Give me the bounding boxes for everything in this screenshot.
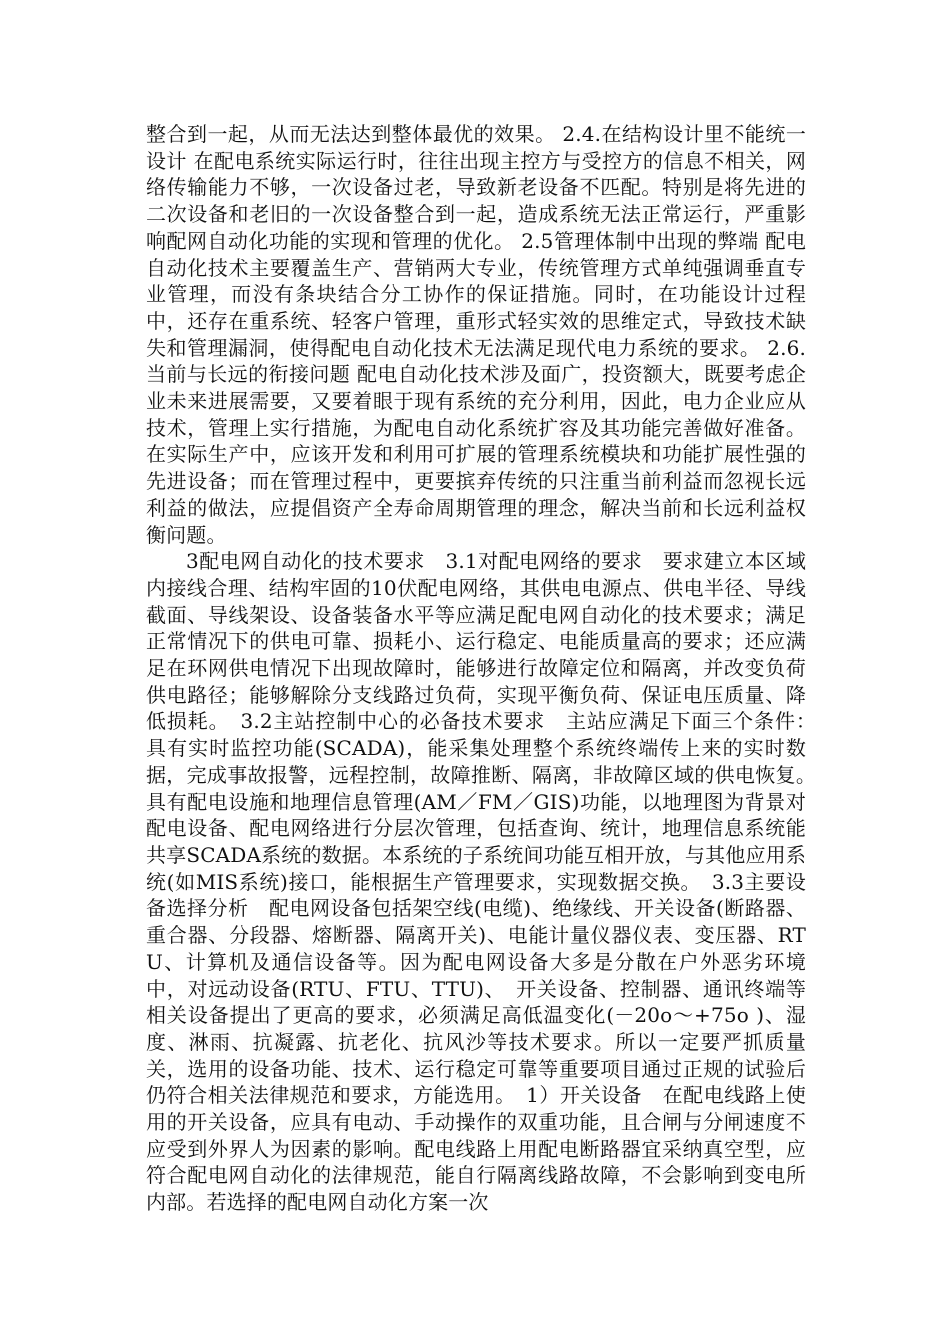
document-body: [146, 121, 827, 1216]
paragraph-section-2: 整合到一起，从而无法达到整体最优的效果。 2.4.在结构设计里不能统一设计 在配电系统实际运行时，往往出现主控方与受控方的信息不相关，网络传输能力不够，一次设备过老，导致新老设备不匹配。特别是将先进的二次设备和老旧的一次设备整合到一起，造成系统无法正常运行，严重影响配网自动化功能的实现和管理的优化。 2.5管理体制中出现的弊端 配电自动化技术主要覆盖生产、营销两大专业，传统管理方式单纯强调垂直专业管理，而没有条块结合分工协作的保证措施。同时，在功能设计过程中，还存在重系统、轻客户管理，重形式轻实效的思维定式，导致技术缺失和管理漏洞，使得配电自动化技术无法满足现代电力系统的要求。 2.6.当前与长远的衔接问题 配电自动化技术涉及面广，投资额大，既要考虑企业未来进展需要，又要着眼于现有系统的充分利用，因此，电力企业应从技术，管理上实行措施，为配电自动化系统扩容及其功能完善做好准备。在实际生产中，应该开发和利用可扩展的管理系统模块和功能扩展性强的先进设备；而在管理过程中，更要摈弃传统的只注重当前利益而忽视长远利益的做法，应提倡资产全寿命周期管理的理念，解决当前和长远利益权衡问题。: [146, 122, 806, 547]
paragraph-section-3: 3配电网自动化的技术要求 3.1对配电网络的要求 要求建立本区域内接线合理、结构牢固的10伏配电网络，其供电电源点、供电半径、导线截面、导线架设、设备装备水平等应满足配电网自动化的技术要求；满足正常情况下的供电可靠、损耗小、运行稳定、电能质量高的要求；还应满足在环网供电情况下出现故障时，能够进行故障定位和隔离，并改变负荷供电路径；能够解除分支线路过负荷，实现平衡负荷、保证电压质量、降低损耗。 3.2主站控制中心的必备技术要求 主站应满足下面三个条件： 具有实时监控功能(SCADA)，能采集处理整个系统终端传上来的实时数据，完成事故报警，远程控制，故障推断、隔离，非故障区域的供电恢复。 具有配电设施和地理信息管理(AM／FM／GIS)功能，以地理图为背景对配电设备、配电网络进行分层次管理，包括查询、统计，地理信息系统能共享SCADA系统的数据。本系统的子系统间功能互相开放，与其他应用系统(如MIS系统)接口，能根据生产管理要求，实现数据交换。 3.3主要设备选择分析 配电网设备包括架空线(电缆)、绝缘线、开关设备(断路器、重合器、分段器、熔断器、隔离开关)、电能计量仪器仪表、变压器、RTU、计算机及通信设备等。因为配电网设备大多是分散在户外恶劣环境中，对远动设备(RTU、FTU、TTU)、 开关设备、控制器、通讯终端等相关设备提出了更高的要求，必须满足高低温变化(－20o～+75o )、湿度、淋雨、抗凝露、抗老化、抗风沙等技术要求。所以一定要严抓质量关，选用的设备功能、技术、运行稳定可靠等重要项目通过正规的试验后仍符合相关法律规范和要求，方能选用。 1）开关设备 在配电线路上使用的开关设备，应具有电动、手动操作的双重功能，且合闸与分闸速度不应受到外界人为因素的影响。配电线路上用配电断路器宜采纳真空型，应符合配电网自动化的法律规范，能自行隔离线路故障，不会影响到变电所内部。若选择的配电网自动化方案一次: [146, 549, 827, 1215]
